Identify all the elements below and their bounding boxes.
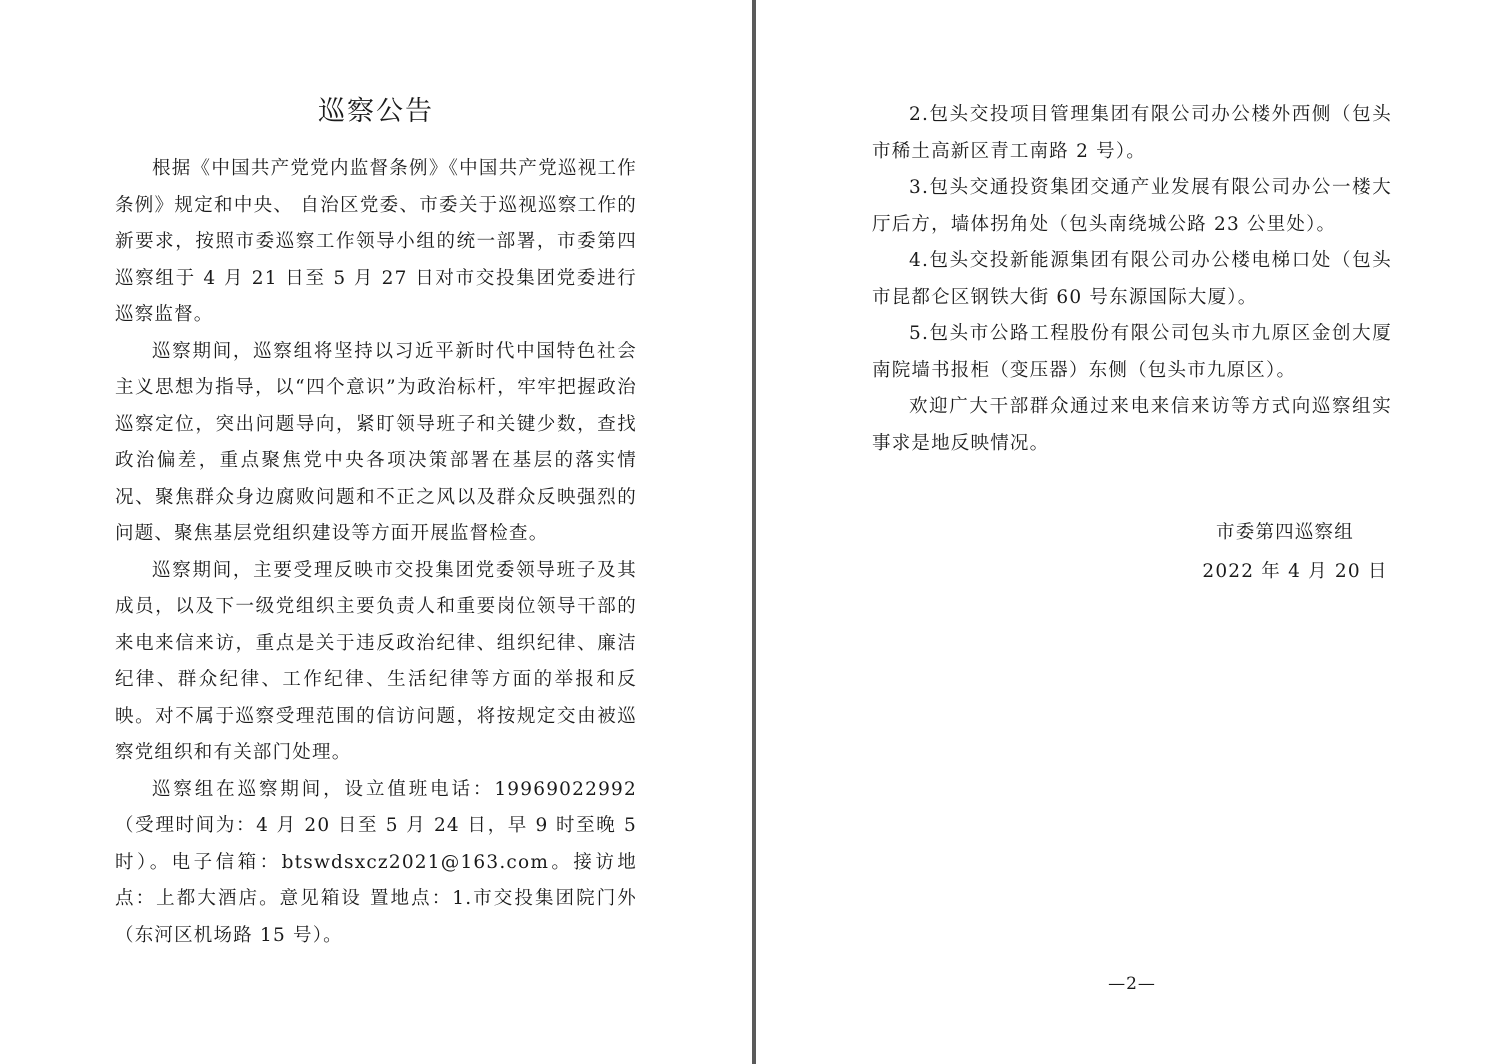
page-binding-divider bbox=[752, 0, 756, 1064]
location-item-3: 3.包头交通投资集团交通产业发展有限公司办公一楼大厅后方，墙体拐角处（包头南绕城公路 23 公里处）。 bbox=[872, 177, 1392, 235]
paragraph-basis: 根据《中国共产党党内监督条例》《中国共产党巡视工作条例》规定和中央、 自治区党委、市委关于巡视巡察工作的新要求，按照市委巡察工作领导小组的统一部署，市委第四巡察组于 4 月 21 日至 5 月 27 日对市交投集团党委进行巡察监督。 bbox=[115, 158, 637, 325]
paragraph-scope: 巡察期间，主要受理反映市交投集团党委领导班子及其成员，以及下一级党组织主要负责人和重要岗位领导干部的来电来信来访，重点是关于违反政治纪律、组织纪律、廉洁纪律、群众纪律、工作纪律、生活纪律等方面的举报和反映。对不属于巡察受理范围的信访问题，将按规定交由被巡察党组织和有关部门处理。 bbox=[115, 559, 637, 763]
location-item-2: 2.包头交投项目管理集团有限公司办公楼外西侧（包头市稀土高新区青工南路 2 号）。 bbox=[872, 104, 1392, 162]
paragraph-welcome: 欢迎广大干部群众通过来电来信来访等方式向巡察组实事求是地反映情况。 bbox=[872, 396, 1392, 454]
signature-date: 2022 年 4 月 20 日 bbox=[1202, 561, 1388, 582]
document-title: 巡察公告 bbox=[318, 96, 434, 127]
signature-organization: 市委第四巡察组 bbox=[1216, 522, 1354, 543]
location-item-5: 5.包头市公路工程股份有限公司包头市九原区金创大厦南院墙书报柜（变压器）东侧（包头市九原区）。 bbox=[872, 323, 1392, 381]
paragraph-contact: 巡察组在巡察期间，设立值班电话：19969022992（受理时间为：4 月 20 日至 5 月 24 日，早 9 时至晚 5 时）。电子信箱：btswdsxcz2021@163.com。接访地点：上都大酒店。意见箱设 置地点：1.市交投集团院门外（东河区机场路 15 号）。 bbox=[115, 778, 637, 946]
left-page-body bbox=[115, 151, 637, 954]
left-page bbox=[0, 0, 752, 1064]
page-number: —2— bbox=[1108, 974, 1156, 994]
right-page-body bbox=[872, 97, 1392, 462]
paragraph-guidance: 巡察期间，巡察组将坚持以习近平新时代中国特色社会主义思想为指导，以“四个意识”为政治标杆，牢牢把握政治巡察定位，突出问题导向，紧盯领导班子和关键少数，查找政治偏差，重点聚焦党中央各项决策部署在基层的落实情况、聚焦群众身边腐败问题和不正之风以及群众反映强烈的问题、聚焦基层党组织建设等方面开展监督检查。 bbox=[115, 340, 637, 544]
location-item-4: 4.包头交投新能源集团有限公司办公楼电梯口处（包头市昆都仑区钢铁大街 60 号东源国际大厦）。 bbox=[872, 250, 1392, 308]
